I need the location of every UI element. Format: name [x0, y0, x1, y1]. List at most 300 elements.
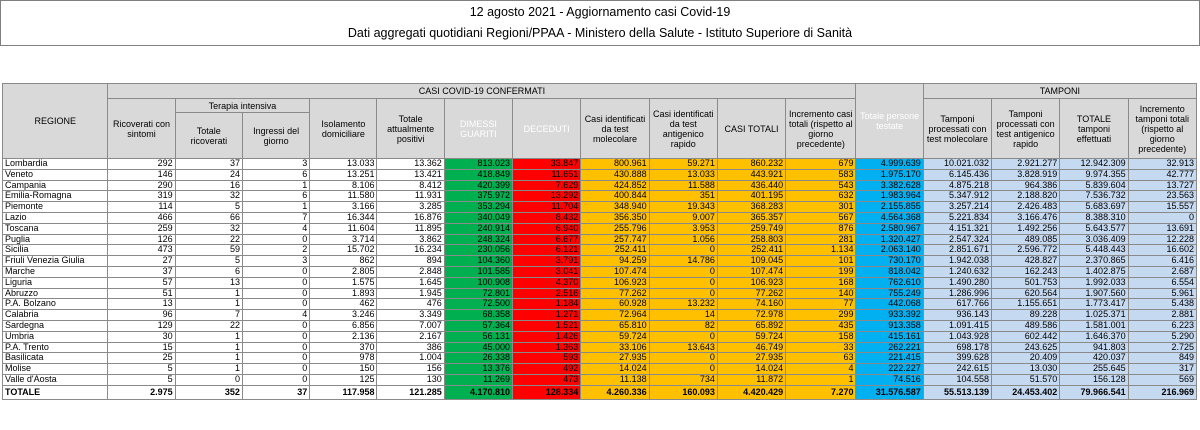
cell-antigenico: 160.093 [649, 385, 717, 399]
cell-antigenico: 19.343 [649, 202, 717, 213]
cell-tamponi-molecolare: 1.240.632 [923, 266, 991, 277]
cell-ti-ingressi: 0 [242, 320, 309, 331]
cell-tamponi-antigenico: 89.228 [992, 310, 1060, 321]
cell-ti-totale: 32 [175, 191, 242, 202]
cell-isolamento: 13.251 [310, 169, 377, 180]
col-header-deceduti: DECEDUTI [513, 99, 581, 159]
cell-isolamento: 16.344 [310, 212, 377, 223]
cell-isolamento: 1.575 [310, 277, 377, 288]
cell-ricoverati: 466 [108, 212, 175, 223]
cell-deceduti: 1.184 [513, 299, 581, 310]
cell-tamponi-incremento: 2.725 [1128, 342, 1196, 353]
cell-ti-ingressi: 0 [242, 299, 309, 310]
cell-isolamento: 862 [310, 256, 377, 267]
cell-ti-totale: 1 [175, 288, 242, 299]
table-row [3, 159, 1197, 170]
cell-deceduti: 11.704 [513, 202, 581, 213]
col-header-casi-totali: CASI TOTALI [717, 99, 785, 159]
cell-ricoverati: 114 [108, 202, 175, 213]
cell-tamponi-incremento: 42.777 [1128, 169, 1196, 180]
cell-casi-totali: 860.232 [717, 159, 785, 170]
cell-tamponi-totale: 5.839.604 [1060, 180, 1128, 191]
cell-tamponi-molecolare: 2.547.324 [923, 234, 991, 245]
cell-tamponi-incremento: 12.228 [1128, 234, 1196, 245]
table-row [3, 277, 1197, 288]
cell-ti-ingressi: 1 [242, 180, 309, 191]
cell-ti-totale: 1 [175, 331, 242, 342]
cell-molecolare: 800.961 [581, 159, 649, 170]
cell-tamponi-antigenico: 602.442 [992, 331, 1060, 342]
col-header-tamponi-totale: TOTALE tamponi effettuati [1060, 99, 1128, 159]
cell-persone-testate: 415.161 [856, 331, 923, 342]
group-header-tamponi: TAMPONI [923, 84, 1196, 99]
cell-tamponi-totale: 255.645 [1060, 364, 1128, 375]
cell-casi-totali: 59.724 [717, 331, 785, 342]
cell-tamponi-incremento: 317 [1128, 364, 1196, 375]
col-header-positivi: Totale attualmente positivi [377, 99, 444, 159]
cell-ti-totale: 0 [175, 374, 242, 385]
cell-ricoverati: 473 [108, 245, 175, 256]
cell-molecolare: 430.888 [581, 169, 649, 180]
cell-tamponi-antigenico: 2.921.277 [992, 159, 1060, 170]
cell-incremento: 101 [786, 256, 856, 267]
cell-tamponi-incremento: 5.290 [1128, 331, 1196, 342]
cell-positivi: 8.412 [377, 180, 444, 191]
cell-ti-totale: 37 [175, 159, 242, 170]
report-header [0, 0, 1200, 46]
cell-guariti: 72.801 [444, 288, 512, 299]
cell-tamponi-totale: 1.646.370 [1060, 331, 1128, 342]
cell-ti-totale: 1 [175, 364, 242, 375]
cell-incremento: 140 [786, 288, 856, 299]
cell-molecolare: 257.747 [581, 234, 649, 245]
cell-casi-totali: 109.045 [717, 256, 785, 267]
cell-positivi: 7.007 [377, 320, 444, 331]
cell-tamponi-incremento: 569 [1128, 374, 1196, 385]
cell-molecolare: 14.024 [581, 364, 649, 375]
cell-persone-testate: 2.155.855 [856, 202, 923, 213]
cell-regione: Sardegna [3, 320, 108, 331]
cell-tamponi-antigenico: 620.564 [992, 288, 1060, 299]
cell-deceduti: 473 [513, 374, 581, 385]
cell-casi-totali: 4.420.429 [717, 385, 785, 399]
cell-tamponi-molecolare: 3.257.214 [923, 202, 991, 213]
cell-casi-totali: 77.262 [717, 288, 785, 299]
cell-tamponi-antigenico: 3.828.919 [992, 169, 1060, 180]
cell-positivi: 156 [377, 364, 444, 375]
cell-guariti: 68.358 [444, 310, 512, 321]
cell-tamponi-molecolare: 55.513.139 [923, 385, 991, 399]
cell-tamponi-incremento: 13.727 [1128, 180, 1196, 191]
cell-molecolare: 106.923 [581, 277, 649, 288]
cell-incremento: 435 [786, 320, 856, 331]
cell-ricoverati: 292 [108, 159, 175, 170]
cell-persone-testate: 2.580.967 [856, 223, 923, 234]
cell-ti-ingressi: 6 [242, 169, 309, 180]
cell-guariti: 248.324 [444, 234, 512, 245]
cell-guariti: 11.269 [444, 374, 512, 385]
cell-tamponi-molecolare: 104.558 [923, 374, 991, 385]
cell-persone-testate: 933.392 [856, 310, 923, 321]
cell-antigenico: 9.007 [649, 212, 717, 223]
cell-tamponi-antigenico: 501.753 [992, 277, 1060, 288]
cell-deceduti: 6.940 [513, 223, 581, 234]
cell-isolamento: 8.106 [310, 180, 377, 191]
cell-regione: Marche [3, 266, 108, 277]
cell-tamponi-antigenico: 24.453.402 [992, 385, 1060, 399]
cell-tamponi-incremento: 216.969 [1128, 385, 1196, 399]
cell-persone-testate: 222.227 [856, 364, 923, 375]
cell-tamponi-molecolare: 2.851.671 [923, 245, 991, 256]
cell-regione: Basilicata [3, 353, 108, 364]
cell-antigenico: 0 [649, 245, 717, 256]
cell-incremento: 583 [786, 169, 856, 180]
cell-incremento: 4 [786, 364, 856, 375]
cell-ti-totale: 5 [175, 202, 242, 213]
table-body [3, 159, 1197, 400]
cell-ti-ingressi: 0 [242, 342, 309, 353]
cell-positivi: 2.848 [377, 266, 444, 277]
table-row [3, 288, 1197, 299]
cell-tamponi-incremento: 849 [1128, 353, 1196, 364]
cell-guariti: 13.376 [444, 364, 512, 375]
cell-incremento: 168 [786, 277, 856, 288]
table-row [3, 299, 1197, 310]
cell-positivi: 386 [377, 342, 444, 353]
cell-positivi: 130 [377, 374, 444, 385]
cell-tamponi-molecolare: 1.286.996 [923, 288, 991, 299]
cell-persone-testate: 3.382.628 [856, 180, 923, 191]
cell-persone-testate: 4.564.368 [856, 212, 923, 223]
cell-casi-totali: 258.803 [717, 234, 785, 245]
cell-tamponi-molecolare: 1.091.415 [923, 320, 991, 331]
cell-guariti: 420.399 [444, 180, 512, 191]
cell-casi-totali: 443.921 [717, 169, 785, 180]
cell-persone-testate: 818.042 [856, 266, 923, 277]
cell-positivi: 3.862 [377, 234, 444, 245]
table-row [3, 310, 1197, 321]
cell-ti-totale: 1 [175, 353, 242, 364]
cell-regione: P.A. Bolzano [3, 299, 108, 310]
cell-ricoverati: 25 [108, 353, 175, 364]
cell-casi-totali: 27.935 [717, 353, 785, 364]
cell-ricoverati: 129 [108, 320, 175, 331]
cell-tamponi-incremento: 6.223 [1128, 320, 1196, 331]
cell-deceduti: 6.121 [513, 245, 581, 256]
cell-tamponi-antigenico: 428.827 [992, 256, 1060, 267]
cell-casi-totali: 252.411 [717, 245, 785, 256]
cell-tamponi-totale: 5.643.577 [1060, 223, 1128, 234]
cell-tamponi-antigenico: 20.409 [992, 353, 1060, 364]
cell-casi-totali: 368.283 [717, 202, 785, 213]
cell-positivi: 13.421 [377, 169, 444, 180]
cell-tamponi-molecolare: 242.615 [923, 364, 991, 375]
cell-tamponi-totale: 1.025.371 [1060, 310, 1128, 321]
totals-row [3, 385, 1197, 399]
cell-guariti: 72.500 [444, 299, 512, 310]
col-header-tamponi-molecolare: Tamponi processati con test molecolare [923, 99, 991, 159]
cell-tamponi-antigenico: 964.386 [992, 180, 1060, 191]
cell-tamponi-totale: 420.037 [1060, 353, 1128, 364]
col-header-ricoverati: Ricoverati con sintomi [108, 99, 175, 159]
cell-tamponi-totale: 941.803 [1060, 342, 1128, 353]
cell-ti-ingressi: 0 [242, 288, 309, 299]
cell-ti-totale: 352 [175, 385, 242, 399]
cell-ti-totale: 13 [175, 277, 242, 288]
cell-antigenico: 0 [649, 266, 717, 277]
cell-ricoverati: 51 [108, 288, 175, 299]
group-header-terapia-intensiva: Terapia intensiva [175, 99, 310, 113]
cell-tamponi-molecolare: 698.178 [923, 342, 991, 353]
col-header-molecolare: Casi identificati da test molecolare [581, 99, 649, 159]
cell-positivi: 1.645 [377, 277, 444, 288]
cell-molecolare: 33.106 [581, 342, 649, 353]
cell-tamponi-antigenico: 2.596.772 [992, 245, 1060, 256]
cell-incremento: 199 [786, 266, 856, 277]
cell-deceduti: 1.363 [513, 342, 581, 353]
cell-deceduti: 11.651 [513, 169, 581, 180]
cell-positivi: 2.167 [377, 331, 444, 342]
cell-positivi: 16.876 [377, 212, 444, 223]
cell-tamponi-incremento: 23.563 [1128, 191, 1196, 202]
group-header-confermati: CASI COVID-19 CONFERMATI [108, 84, 856, 99]
cell-tamponi-incremento: 32.913 [1128, 159, 1196, 170]
cell-isolamento: 11.604 [310, 223, 377, 234]
cell-deceduti: 2.516 [513, 288, 581, 299]
cell-tamponi-totale: 8.388.310 [1060, 212, 1128, 223]
cell-antigenico: 82 [649, 320, 717, 331]
cell-tamponi-totale: 1.992.033 [1060, 277, 1128, 288]
cell-deceduti: 13.292 [513, 191, 581, 202]
cell-incremento: 33 [786, 342, 856, 353]
cell-isolamento: 11.580 [310, 191, 377, 202]
cell-deceduti: 3.041 [513, 266, 581, 277]
cell-incremento: 281 [786, 234, 856, 245]
cell-tamponi-incremento: 2.881 [1128, 310, 1196, 321]
cell-tamponi-incremento: 13.691 [1128, 223, 1196, 234]
table-row [3, 342, 1197, 353]
cell-tamponi-totale: 1.773.417 [1060, 299, 1128, 310]
cell-guariti: 26.338 [444, 353, 512, 364]
cell-ti-ingressi: 0 [242, 364, 309, 375]
cell-ti-totale: 24 [175, 169, 242, 180]
cell-ricoverati: 126 [108, 234, 175, 245]
col-header-tamponi-incremento: Incremento tamponi totali (rispetto al giorno precedente) [1128, 99, 1196, 159]
cell-incremento: 876 [786, 223, 856, 234]
table-row [3, 256, 1197, 267]
cell-molecolare: 356.350 [581, 212, 649, 223]
cell-positivi: 16.234 [377, 245, 444, 256]
cell-molecolare: 400.844 [581, 191, 649, 202]
cell-isolamento: 1.893 [310, 288, 377, 299]
table-row [3, 212, 1197, 223]
cell-guariti: 57.364 [444, 320, 512, 331]
cell-isolamento: 3.246 [310, 310, 377, 321]
cell-regione: Valle d'Aosta [3, 374, 108, 385]
cell-regione: Piemonte [3, 202, 108, 213]
cell-ti-ingressi: 3 [242, 159, 309, 170]
cell-ti-totale: 32 [175, 223, 242, 234]
cell-incremento: 543 [786, 180, 856, 191]
cell-persone-testate: 730.170 [856, 256, 923, 267]
cell-casi-totali: 11.872 [717, 374, 785, 385]
cell-isolamento: 2.805 [310, 266, 377, 277]
cell-regione: Puglia [3, 234, 108, 245]
cell-persone-testate: 2.063.140 [856, 245, 923, 256]
cell-casi-totali: 259.749 [717, 223, 785, 234]
cell-ti-totale: 7 [175, 310, 242, 321]
cell-ricoverati: 13 [108, 299, 175, 310]
cell-molecolare: 255.796 [581, 223, 649, 234]
cell-tamponi-incremento: 16.602 [1128, 245, 1196, 256]
cell-regione: Campania [3, 180, 108, 191]
cell-ricoverati: 290 [108, 180, 175, 191]
cell-casi-totali: 65.892 [717, 320, 785, 331]
table-row [3, 320, 1197, 331]
cell-tamponi-molecolare: 6.145.436 [923, 169, 991, 180]
table-row [3, 266, 1197, 277]
cell-ti-ingressi: 0 [242, 266, 309, 277]
cell-deceduti: 593 [513, 353, 581, 364]
cell-tamponi-antigenico: 1.155.651 [992, 299, 1060, 310]
cell-tamponi-molecolare: 936.143 [923, 310, 991, 321]
cell-molecolare: 4.260.336 [581, 385, 649, 399]
cell-ricoverati: 30 [108, 331, 175, 342]
cell-ti-ingressi: 6 [242, 191, 309, 202]
cell-deceduti: 492 [513, 364, 581, 375]
cell-ti-ingressi: 0 [242, 234, 309, 245]
table-row [3, 364, 1197, 375]
cell-antigenico: 11.588 [649, 180, 717, 191]
cell-molecolare: 60.928 [581, 299, 649, 310]
cell-ricoverati: 15 [108, 342, 175, 353]
cell-casi-totali: 106.923 [717, 277, 785, 288]
cell-tamponi-totale: 12.942.309 [1060, 159, 1128, 170]
cell-positivi: 3.349 [377, 310, 444, 321]
cell-guariti: 56.131 [444, 331, 512, 342]
cell-regione: Veneto [3, 169, 108, 180]
cell-persone-testate: 913.358 [856, 320, 923, 331]
cell-tamponi-incremento: 6.416 [1128, 256, 1196, 267]
cell-isolamento: 6.856 [310, 320, 377, 331]
cell-guariti: 353.294 [444, 202, 512, 213]
cell-persone-testate: 442.068 [856, 299, 923, 310]
cell-positivi: 1.945 [377, 288, 444, 299]
cell-ti-ingressi: 37 [242, 385, 309, 399]
cell-deceduti: 1.426 [513, 331, 581, 342]
cell-persone-testate: 1.983.964 [856, 191, 923, 202]
cell-molecolare: 27.935 [581, 353, 649, 364]
cell-casi-totali: 14.024 [717, 364, 785, 375]
cell-regione: Sicilia [3, 245, 108, 256]
cell-isolamento: 3.166 [310, 202, 377, 213]
cell-incremento: 679 [786, 159, 856, 170]
cell-deceduti: 128.334 [513, 385, 581, 399]
cell-casi-totali: 74.160 [717, 299, 785, 310]
cell-ti-totale: 22 [175, 320, 242, 331]
cell-tamponi-totale: 3.036.409 [1060, 234, 1128, 245]
cell-guariti: 101.585 [444, 266, 512, 277]
cell-tamponi-antigenico: 1.492.256 [992, 223, 1060, 234]
cell-ricoverati: 146 [108, 169, 175, 180]
cell-deceduti: 4.370 [513, 277, 581, 288]
cell-guariti: 104.360 [444, 256, 512, 267]
cell-tamponi-incremento: 15.557 [1128, 202, 1196, 213]
cell-incremento: 301 [786, 202, 856, 213]
cell-antigenico: 351 [649, 191, 717, 202]
col-header-ti-totale: Totale ricoverati [175, 113, 242, 159]
cell-tamponi-totale: 1.907.560 [1060, 288, 1128, 299]
cell-guariti: 340.049 [444, 212, 512, 223]
cell-positivi: 3.285 [377, 202, 444, 213]
cell-regione: TOTALE [3, 385, 108, 399]
cell-tamponi-antigenico: 2.188.820 [992, 191, 1060, 202]
cell-persone-testate: 31.576.587 [856, 385, 923, 399]
cell-tamponi-totale: 1.581.001 [1060, 320, 1128, 331]
cell-tamponi-antigenico: 243.625 [992, 342, 1060, 353]
cell-persone-testate: 755.249 [856, 288, 923, 299]
cell-ti-totale: 1 [175, 299, 242, 310]
cell-antigenico: 1.056 [649, 234, 717, 245]
cell-isolamento: 3.714 [310, 234, 377, 245]
cell-casi-totali: 436.440 [717, 180, 785, 191]
cell-tamponi-incremento: 5.438 [1128, 299, 1196, 310]
cell-positivi: 13.362 [377, 159, 444, 170]
cell-regione: P.A. Trento [3, 342, 108, 353]
cell-incremento: 1 [786, 374, 856, 385]
cell-tamponi-molecolare: 1.942.038 [923, 256, 991, 267]
cell-tamponi-molecolare: 1.043.928 [923, 331, 991, 342]
cell-ricoverati: 319 [108, 191, 175, 202]
col-header-ti-ingressi: Ingressi del giorno [242, 113, 309, 159]
cell-casi-totali: 401.195 [717, 191, 785, 202]
cell-regione: Molise [3, 364, 108, 375]
cell-tamponi-incremento: 6.554 [1128, 277, 1196, 288]
cell-ti-ingressi: 0 [242, 374, 309, 385]
cell-molecolare: 59.724 [581, 331, 649, 342]
cell-guariti: 375.972 [444, 191, 512, 202]
cell-antigenico: 0 [649, 331, 717, 342]
cell-regione: Lazio [3, 212, 108, 223]
cell-tamponi-antigenico: 3.166.476 [992, 212, 1060, 223]
table-row [3, 374, 1197, 385]
cell-ricoverati: 2.975 [108, 385, 175, 399]
cell-antigenico: 13.232 [649, 299, 717, 310]
cell-tamponi-totale: 5.448.443 [1060, 245, 1128, 256]
cell-ti-ingressi: 0 [242, 331, 309, 342]
cell-guariti: 100.908 [444, 277, 512, 288]
cell-ricoverati: 259 [108, 223, 175, 234]
cell-regione: Umbria [3, 331, 108, 342]
cell-regione: Emilia-Romagna [3, 191, 108, 202]
col-header-isolamento: Isolamento domiciliare [310, 99, 377, 159]
table-row [3, 234, 1197, 245]
cell-persone-testate: 74.516 [856, 374, 923, 385]
cell-casi-totali: 107.474 [717, 266, 785, 277]
cell-guariti: 418.849 [444, 169, 512, 180]
covid-data-table [2, 83, 1197, 400]
cell-molecolare: 94.259 [581, 256, 649, 267]
cell-ricoverati: 37 [108, 266, 175, 277]
col-header-guariti: DIMESSI GUARITI [444, 99, 512, 159]
cell-antigenico: 3.953 [649, 223, 717, 234]
cell-isolamento: 13.033 [310, 159, 377, 170]
report-subtitle: Dati aggregati quotidiani Regioni/PPAA - Ministero della Salute - Istituto Superiore di Sanità [347, 26, 853, 40]
cell-tamponi-molecolare: 4.875.218 [923, 180, 991, 191]
cell-guariti: 240.914 [444, 223, 512, 234]
cell-tamponi-totale: 79.966.541 [1060, 385, 1128, 399]
cell-casi-totali: 46.749 [717, 342, 785, 353]
